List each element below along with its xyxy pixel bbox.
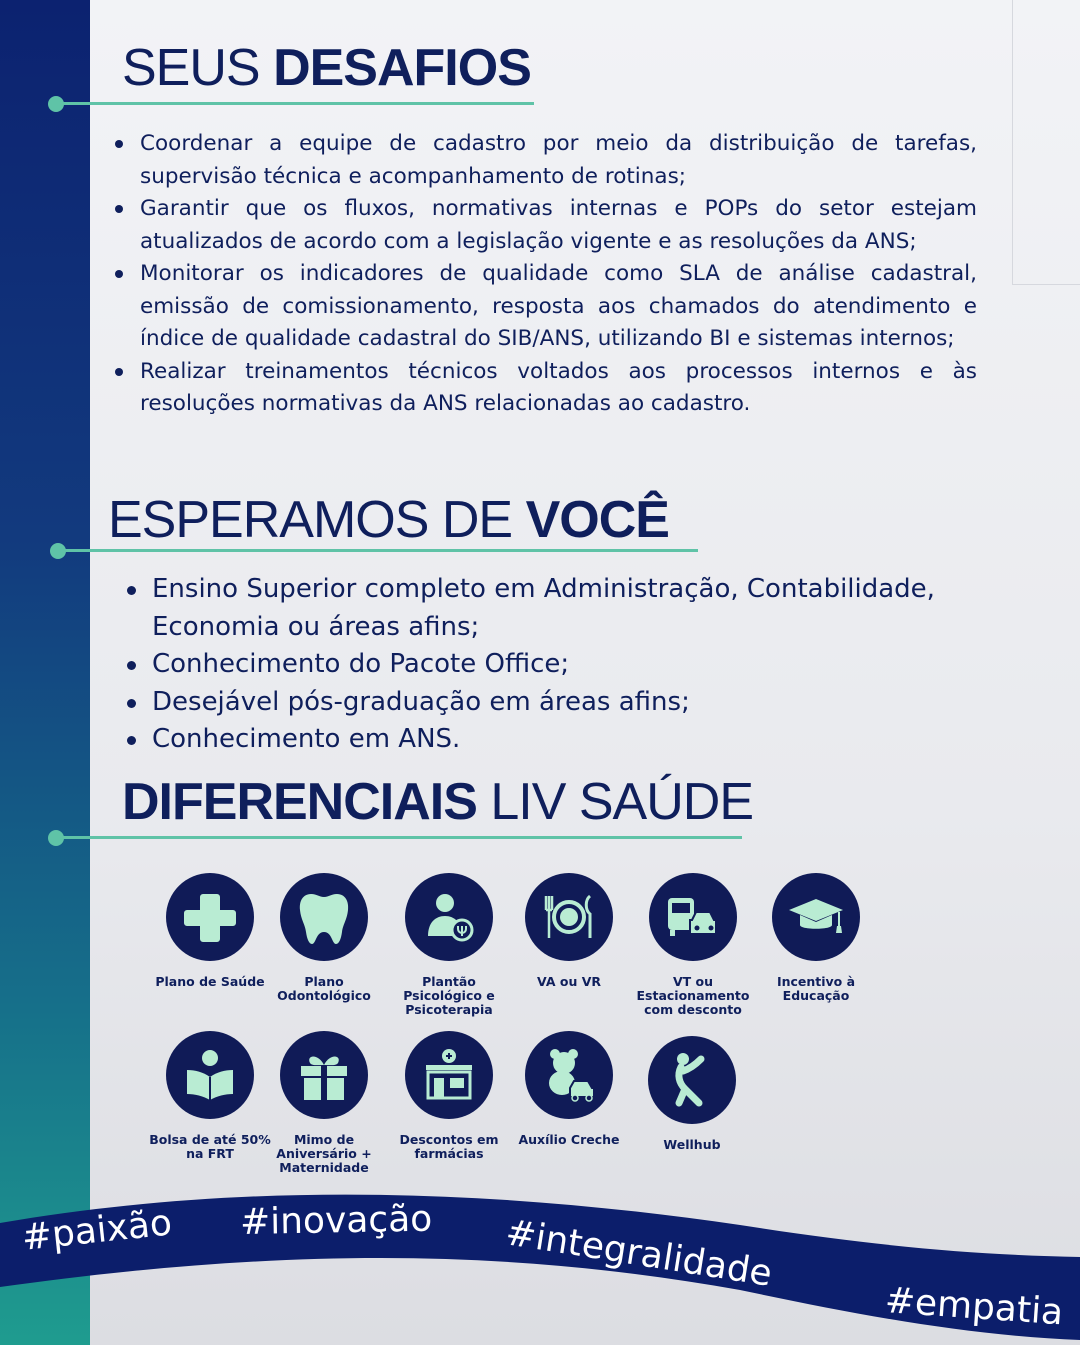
list-item: Realizar treinamentos técnicos voltados aos processos internos e às resoluções normativas da ANS relacionadas ao cadastro. bbox=[115, 356, 977, 421]
benefit-mimo-aniversario: Mimo de Aniversário + Maternidade bbox=[259, 1031, 389, 1175]
benefit-plano-odontologico: Plano Odontológico bbox=[259, 873, 389, 1003]
list-item: Coordenar a equipe de cadastro por meio da distribuição de tarefas, supervisão técnica e acompanhamento de rotinas; bbox=[115, 128, 977, 193]
title-underline bbox=[56, 836, 742, 839]
benefit-auxilio-creche: Auxílio Creche bbox=[504, 1031, 634, 1147]
medical-cross-icon bbox=[179, 886, 241, 948]
benefit-wellhub: Wellhub bbox=[627, 1036, 757, 1152]
benefit-descontos-farmacias: Descontos em farmácias bbox=[384, 1031, 514, 1161]
section-title-esperamos: ESPERAMOS DE VOCÊ bbox=[108, 491, 669, 549]
esperamos-list bbox=[127, 571, 977, 759]
section-title-diferenciais: DIFERENCIAIS LIV SAÚDE bbox=[122, 773, 754, 831]
benefit-incentivo-educacao: Incentivo à Educação bbox=[751, 873, 881, 1003]
side-gradient-bar bbox=[0, 0, 90, 1345]
benefit-plano-saude: Plano de Saúde bbox=[145, 873, 275, 989]
hashtag-paixao: #paixão bbox=[19, 1202, 174, 1259]
hashtag-inovacao: #inovação bbox=[239, 1198, 433, 1243]
teddy-bear-icon bbox=[538, 1044, 600, 1106]
list-item: Conhecimento do Pacote Office; bbox=[127, 646, 977, 684]
benefit-va-vr: VA ou VR bbox=[504, 873, 634, 989]
list-item: Garantir que os fluxos, normativas internas e POPs do setor estejam atualizados de acordo com a legislação vigente e as resoluções da ANS; bbox=[115, 193, 977, 258]
desafios-list bbox=[115, 128, 977, 421]
list-item: Conhecimento em ANS. bbox=[127, 721, 977, 759]
bus-car-icon bbox=[662, 886, 724, 948]
decorative-frame-line bbox=[1012, 0, 1013, 285]
section-title-desafios: SEUS DESAFIOS bbox=[122, 39, 531, 97]
pharmacy-icon bbox=[418, 1044, 480, 1106]
benefit-vt-estacionamento: VT ou Estacionamento com desconto bbox=[628, 873, 758, 1017]
reading-person-icon bbox=[179, 1044, 241, 1106]
psychologist-icon bbox=[418, 886, 480, 948]
hashtag-empatia: #empatia bbox=[883, 1280, 1065, 1334]
list-item: Desejável pós-graduação em áreas afins; bbox=[127, 684, 977, 722]
title-underline bbox=[58, 549, 698, 552]
graduation-cap-icon bbox=[785, 886, 847, 948]
title-underline bbox=[56, 102, 534, 105]
benefit-bolsa-frt: Bolsa de até 50% na FRT bbox=[145, 1031, 275, 1161]
stretching-person-icon bbox=[661, 1049, 723, 1111]
list-item: Monitorar os indicadores de qualidade como SLA de análise cadastral, emissão de comissionamento, resposta aos chamados do atendimento e índice de qualidade cadastral do SIB/ANS, utilizando BI e sistemas internos; bbox=[115, 258, 977, 356]
decorative-frame-line bbox=[1012, 284, 1080, 285]
plate-cutlery-icon bbox=[538, 886, 600, 948]
tooth-icon bbox=[293, 886, 355, 948]
hashtag-integralidade: #integralidade bbox=[502, 1212, 775, 1295]
gift-icon bbox=[293, 1044, 355, 1106]
list-item: Ensino Superior completo em Administração, Contabilidade, Economia ou áreas afins; bbox=[127, 571, 977, 646]
benefit-plantao-psicologico: Plantão Psicológico e Psicoterapia bbox=[384, 873, 514, 1017]
